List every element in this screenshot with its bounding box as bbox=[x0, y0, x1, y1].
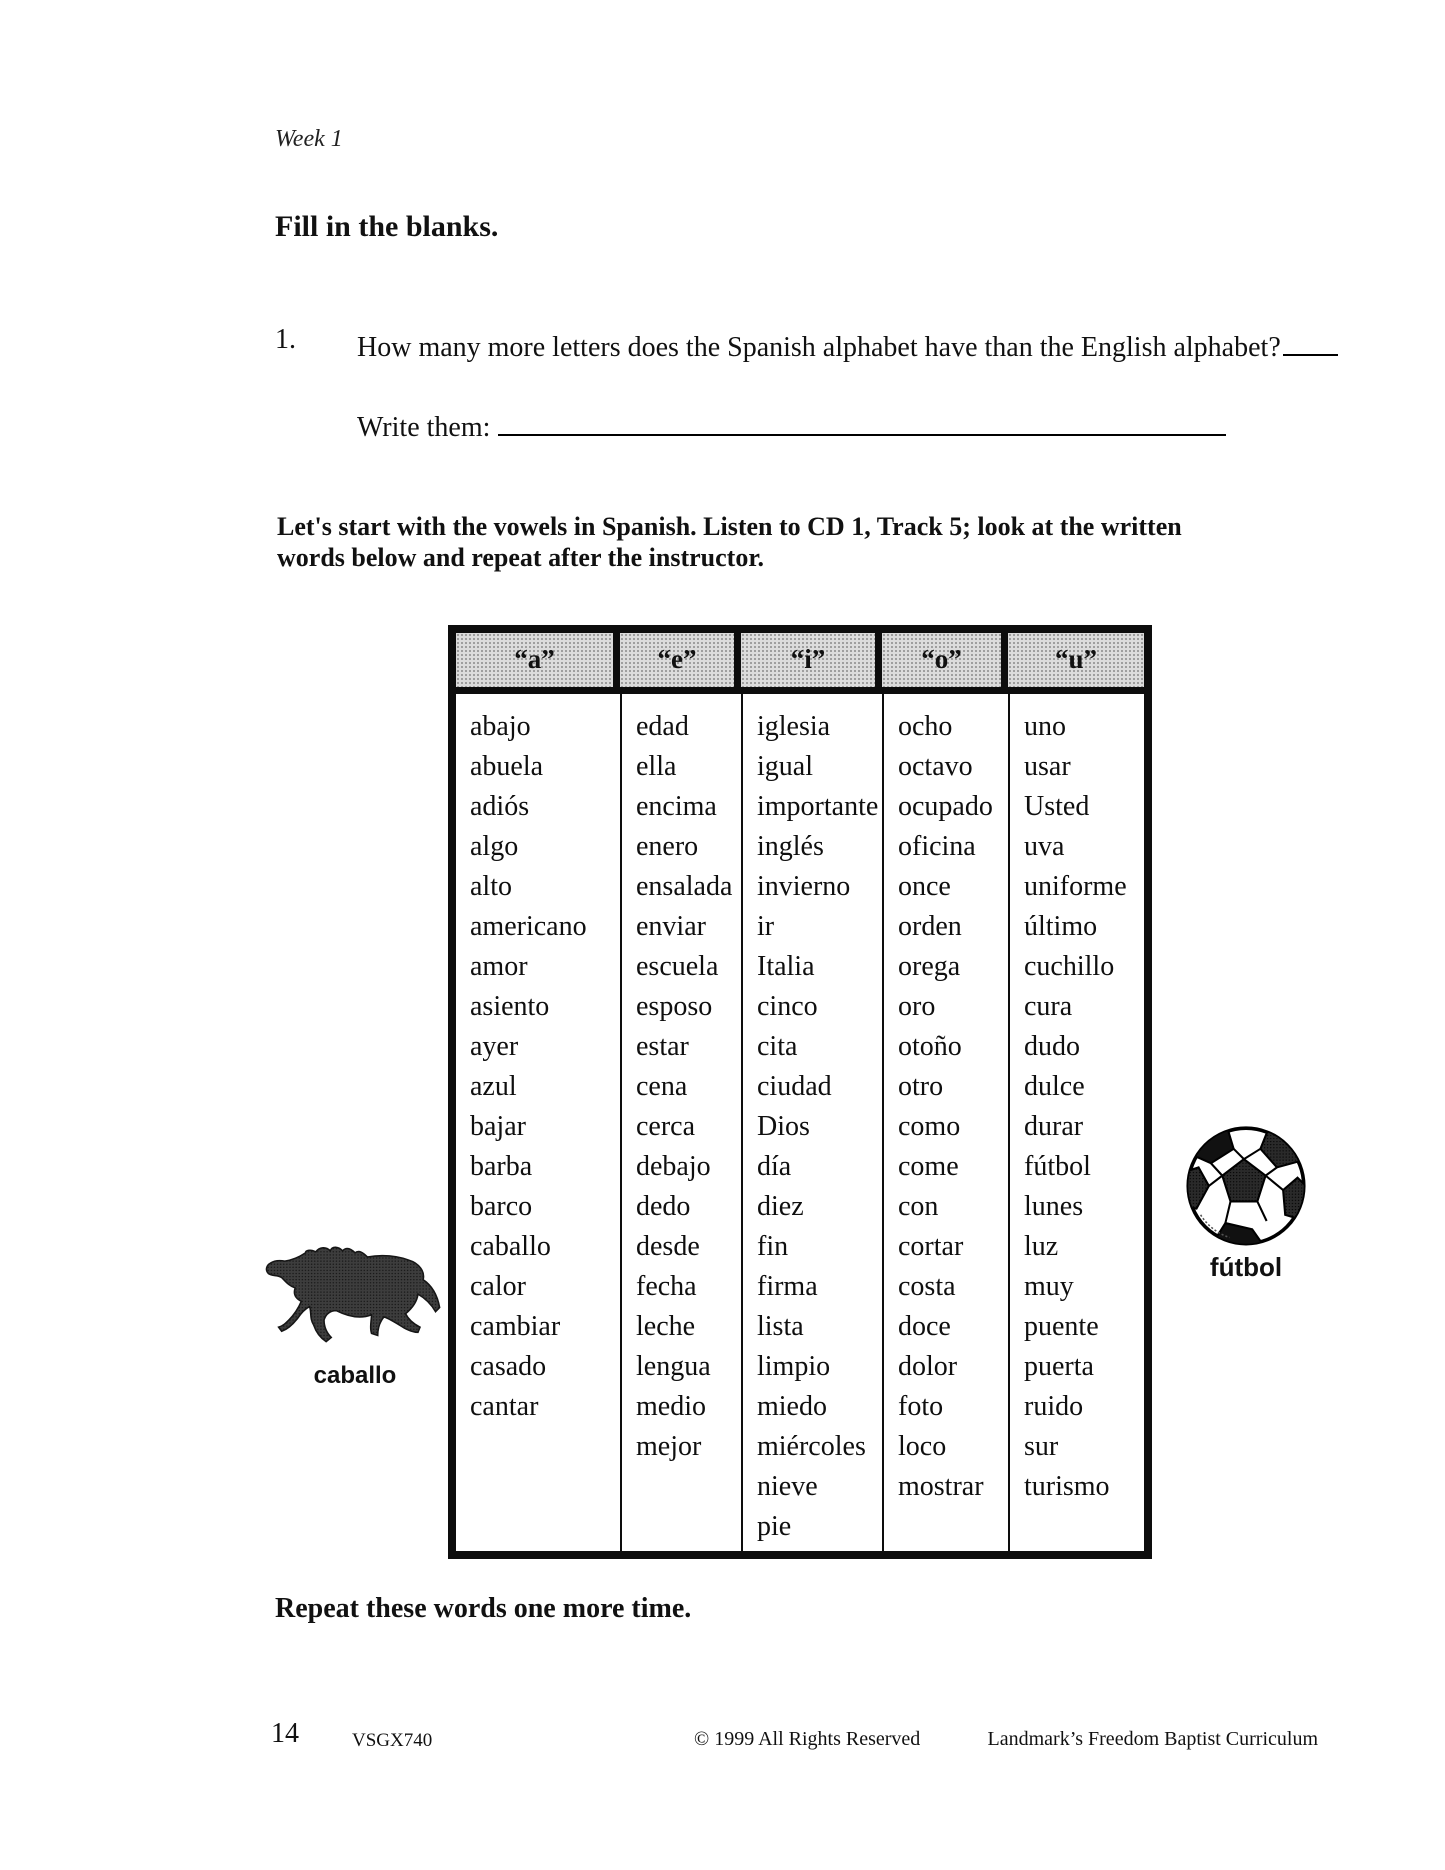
vowel-word: Usted bbox=[1024, 791, 1090, 822]
vowel-word: otro bbox=[898, 1071, 944, 1102]
write-them-blank bbox=[498, 404, 1226, 436]
vowel-word: cena bbox=[636, 1071, 688, 1102]
vowel-word: enviar bbox=[636, 911, 706, 942]
vowel-word: edad bbox=[636, 711, 689, 742]
vowel-word: sur bbox=[1024, 1431, 1059, 1462]
vowel-word: doce bbox=[898, 1311, 951, 1342]
vowel-word: como bbox=[898, 1111, 961, 1142]
vowel-word: nieve bbox=[757, 1471, 818, 1502]
vowel-word: inglés bbox=[757, 831, 824, 862]
vowel-word: muy bbox=[1024, 1271, 1074, 1302]
vowel-word: ciudad bbox=[757, 1071, 832, 1102]
vowel-word: puente bbox=[1024, 1311, 1099, 1342]
vowel-word: uva bbox=[1024, 831, 1065, 862]
vowel-word: fútbol bbox=[1024, 1151, 1091, 1182]
vowel-word: usar bbox=[1024, 751, 1071, 782]
vowel-word: debajo bbox=[636, 1151, 711, 1182]
vowel-word: barba bbox=[470, 1151, 533, 1182]
vowel-word: cuchillo bbox=[1024, 951, 1115, 982]
vowel-word: asiento bbox=[470, 991, 550, 1022]
vowel-word: encima bbox=[636, 791, 717, 822]
vowel-word: bajar bbox=[470, 1111, 526, 1142]
write-them-label: Write them: bbox=[357, 412, 491, 443]
vowel-word: abajo bbox=[470, 711, 531, 742]
vowel-column bbox=[741, 694, 882, 1551]
vowel-word: orden bbox=[898, 911, 962, 942]
footer-copyright: © 1999 All Rights Reserved bbox=[694, 1728, 921, 1750]
vowel-word: azul bbox=[470, 1071, 517, 1102]
vowel-word: mejor bbox=[636, 1431, 702, 1462]
instruction-line-1: Let's start with the vowels in Spanish. Listen to CD 1, Track 5; look at the written bbox=[277, 512, 1182, 541]
vowel-word: escuela bbox=[636, 951, 719, 982]
section-heading: Fill in the blanks. bbox=[275, 210, 499, 243]
question-1 bbox=[275, 324, 1338, 364]
vowel-word: adiós bbox=[470, 791, 530, 822]
footer-code: VSGX740 bbox=[352, 1730, 433, 1751]
vowel-header-cell: “i” bbox=[741, 633, 882, 687]
instruction-line-2: words below and repeat after the instructor. bbox=[277, 543, 764, 572]
vowel-word: luz bbox=[1024, 1231, 1059, 1262]
vowel-header-cell: “a” bbox=[456, 633, 620, 687]
vowel-word: uniforme bbox=[1024, 871, 1127, 902]
vowel-word: limpio bbox=[757, 1351, 831, 1382]
vowel-word: cura bbox=[1024, 991, 1073, 1022]
vowel-word: dedo bbox=[636, 1191, 691, 1222]
vowel-word: octavo bbox=[898, 751, 973, 782]
vowel-word: loco bbox=[898, 1431, 947, 1462]
vowel-word: ocupado bbox=[898, 791, 993, 822]
vowel-word: uno bbox=[1024, 711, 1066, 742]
vowel-word: dolor bbox=[898, 1351, 958, 1382]
vowel-word: cinco bbox=[757, 991, 818, 1022]
vowel-word: algo bbox=[470, 831, 519, 862]
vowel-word-table bbox=[448, 625, 1152, 1559]
vowel-word: ayer bbox=[470, 1031, 519, 1062]
vowel-word: orega bbox=[898, 951, 961, 982]
vowel-word: americano bbox=[470, 911, 587, 942]
vowel-word: firma bbox=[757, 1271, 818, 1302]
vowel-word: mostrar bbox=[898, 1471, 984, 1502]
vowel-word: miedo bbox=[757, 1391, 827, 1422]
vowel-word: dudo bbox=[1024, 1031, 1080, 1062]
page-number: 14 bbox=[271, 1718, 299, 1749]
vowel-word: once bbox=[898, 871, 951, 902]
vowel-word: enero bbox=[636, 831, 699, 862]
write-them-row bbox=[357, 404, 1226, 444]
vowel-column bbox=[882, 694, 1008, 1551]
vowel-word: Italia bbox=[757, 951, 815, 982]
vowel-word: con bbox=[898, 1191, 939, 1222]
vowel-word: pie bbox=[757, 1511, 792, 1542]
vowel-word: durar bbox=[1024, 1111, 1084, 1142]
vowel-word: fecha bbox=[636, 1271, 697, 1302]
vowel-word: barco bbox=[470, 1191, 533, 1222]
vowel-word: diez bbox=[757, 1191, 804, 1222]
listening-instruction bbox=[277, 511, 1287, 573]
vowel-word: iglesia bbox=[757, 711, 831, 742]
vowel-header-cell: “u” bbox=[1008, 633, 1144, 687]
vowel-word: costa bbox=[898, 1271, 956, 1302]
vowel-word: come bbox=[898, 1151, 959, 1182]
vowel-word: otoño bbox=[898, 1031, 962, 1062]
vowel-word: igual bbox=[757, 751, 813, 782]
vowel-column bbox=[620, 694, 741, 1551]
vowel-word: día bbox=[757, 1151, 792, 1182]
vowel-header-cell: “e” bbox=[620, 633, 741, 687]
vowel-word: casado bbox=[470, 1351, 547, 1382]
ball-caption: fútbol bbox=[1209, 1252, 1283, 1282]
vowel-word: cerca bbox=[636, 1111, 696, 1142]
week-label: Week 1 bbox=[275, 126, 343, 152]
horse-image bbox=[264, 1226, 446, 1354]
vowel-word: cortar bbox=[898, 1231, 964, 1262]
vowel-word: cita bbox=[757, 1031, 798, 1062]
vowel-word: lista bbox=[757, 1311, 804, 1342]
vowel-word: importante bbox=[757, 791, 879, 822]
vowel-word: cambiar bbox=[470, 1311, 561, 1342]
repeat-note: Repeat these words one more time. bbox=[275, 1593, 692, 1624]
vowel-word: cantar bbox=[470, 1391, 539, 1422]
vowel-word: ensalada bbox=[636, 871, 733, 902]
vowel-word: oficina bbox=[898, 831, 976, 862]
vowel-word: lengua bbox=[636, 1351, 711, 1382]
horse-silhouette bbox=[266, 1247, 439, 1341]
vowel-word: ruido bbox=[1024, 1391, 1084, 1422]
vowel-column bbox=[1008, 694, 1144, 1551]
vowel-word: ir bbox=[757, 911, 775, 942]
vowel-word: leche bbox=[636, 1311, 696, 1342]
vowel-word: caballo bbox=[470, 1231, 551, 1262]
vowel-word: foto bbox=[898, 1391, 944, 1422]
vowel-word: ella bbox=[636, 751, 677, 782]
vowel-word: medio bbox=[636, 1391, 706, 1422]
vowel-table-header bbox=[456, 633, 1144, 694]
soccer-ball-image bbox=[1180, 1122, 1312, 1254]
vowel-header-cell: “o” bbox=[882, 633, 1008, 687]
vowel-word: alto bbox=[470, 871, 512, 902]
vowel-column bbox=[456, 694, 620, 1551]
vowel-word: abuela bbox=[470, 751, 544, 782]
vowel-word: estar bbox=[636, 1031, 689, 1062]
vowel-word: oro bbox=[898, 991, 936, 1022]
vowel-word: miércoles bbox=[757, 1431, 866, 1462]
vowel-word: último bbox=[1024, 911, 1098, 942]
question-text: How many more letters does the Spanish alphabet have than the English alphabet? bbox=[357, 324, 1338, 364]
answer-blank bbox=[1283, 324, 1338, 356]
vowel-word: amor bbox=[470, 951, 528, 982]
vowel-table-body bbox=[456, 694, 1144, 1551]
vowel-word: Dios bbox=[757, 1111, 810, 1142]
vowel-word: fin bbox=[757, 1231, 789, 1262]
question-number: 1. bbox=[275, 324, 296, 355]
vowel-word: puerta bbox=[1024, 1351, 1094, 1382]
vowel-word: turismo bbox=[1024, 1471, 1110, 1502]
footer-publisher: Landmark’s Freedom Baptist Curriculum bbox=[987, 1728, 1318, 1750]
vowel-word: esposo bbox=[636, 991, 713, 1022]
horse-caption: caballo bbox=[313, 1362, 397, 1389]
vowel-word: dulce bbox=[1024, 1071, 1085, 1102]
vowel-word: desde bbox=[636, 1231, 700, 1262]
vowel-word: calor bbox=[470, 1271, 526, 1302]
vowel-word: lunes bbox=[1024, 1191, 1084, 1222]
vowel-word: ocho bbox=[898, 711, 953, 742]
vowel-word: invierno bbox=[757, 871, 851, 902]
